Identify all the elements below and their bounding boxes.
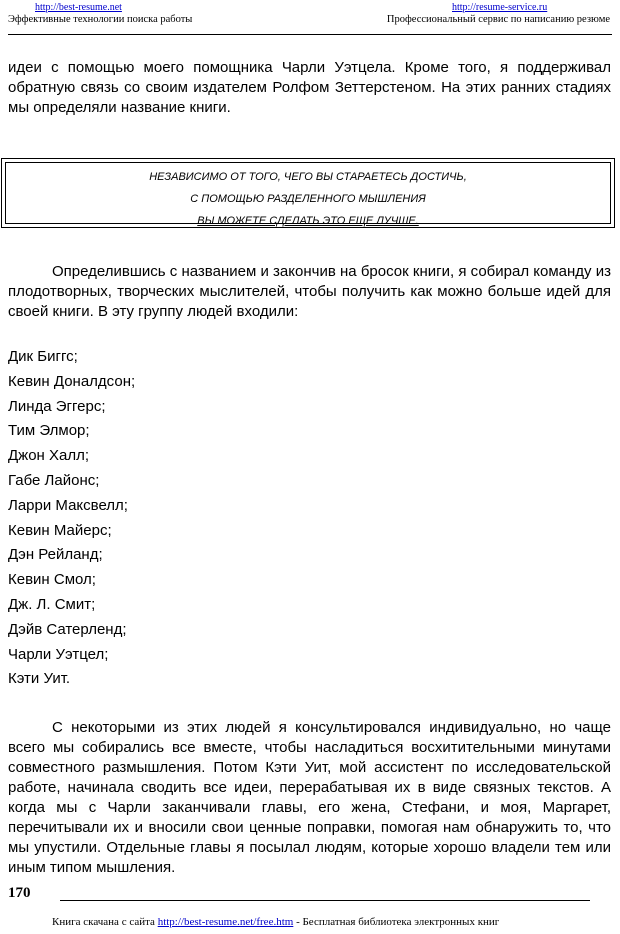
list-item: Тим Элмор; (8, 422, 90, 440)
footer-suffix: - Бесплатная библиотека электронных книг (293, 916, 500, 928)
page-number: 170 (8, 885, 31, 901)
quote-box-inner (5, 162, 611, 227)
footer-divider (60, 900, 590, 901)
paragraph-intro: идеи с помощью моего помощника Чарли Уэтцела. Кроме того, я поддерживал обратную связь со своим издателем Ролфом Зеттерстеном. На этих ранних стадиях мы определяли название книги. (8, 59, 611, 116)
footer-link-free-library[interactable]: http://best-resume.net/free.htm (157, 916, 294, 928)
list-item: Кевин Смол; (8, 571, 96, 589)
list-item: Линда Эггерс; (8, 397, 106, 415)
list-item: Дэйв Сатерленд; (8, 620, 127, 638)
list-item: Габе Лайонс; (8, 471, 100, 489)
header-link-resume-service[interactable]: http://resume-service.ru (452, 2, 548, 13)
paragraph-consulting: С некоторыми из этих людей я консультировался индивидуально, но чаще всего мы собирались все вместе, чтобы насладиться восхитительными минутами совместного размышления. Потом Кэти Уит, мой ассистент по исследовательской работе, начинала сводить все идеи, перерабатывая их в виде связных текстов. А когда мы с Чарли заканчивали главы, его жена, Стефани, и моя, Маргарет, перечитывали их и вносили свои ценные поправки, помогая нам обнаружить то, что мы упустили. Отдельные главы я посылал людям, которые хорошо владели тем или иным типом мышления. (8, 719, 611, 876)
paragraph-team: Определившись с названием и закончив на бросок книги, я собирал команду из плодотворных, творческих мыслителей, чтобы получить как можно больше идей для своей книги. В эту группу людей входили: (8, 263, 611, 320)
list-item: Кэти Уит. (8, 670, 71, 688)
list-item: Дж. Л. Смит; (8, 595, 96, 613)
list-item: Ларри Максвелл; (8, 496, 128, 514)
quote-line: С ПОМОЩЬЮ РАЗДЕЛЕННОГО МЫШЛЕНИЯ (190, 193, 426, 205)
quote-line: ВЫ МОЖЕТЕ СДЕЛАТЬ ЭТО ЕЩЕ ЛУЧШЕ. (197, 215, 419, 227)
list-item: Кевин Майерс; (8, 521, 112, 539)
quote-line: НЕЗАВИСИМО ОТ ТОГО, ЧЕГО ВЫ СТАРАЕТЕСЬ ДОСТИЧЬ, (149, 171, 467, 183)
header-link-best-resume[interactable]: http://best-resume.net (35, 2, 122, 13)
list-item: Кевин Доналдсон; (8, 372, 136, 390)
footer-text (52, 916, 499, 928)
quote-box (1, 158, 615, 228)
list-item: Дэн Рейланд; (8, 546, 103, 564)
list-item: Дик Биггс; (8, 348, 78, 365)
header-tagline-right: Профессиональный сервис по написанию резюме (386, 14, 610, 25)
header-divider (8, 34, 612, 35)
header-tagline-left: Эффективные технологии поиска работы (8, 14, 193, 25)
list-item: Джон Халл; (8, 447, 90, 465)
list-item: Чарли Уэтцел; (8, 645, 109, 663)
contributors-list (8, 345, 135, 692)
footer-prefix: Книга скачана с сайта (52, 916, 158, 928)
